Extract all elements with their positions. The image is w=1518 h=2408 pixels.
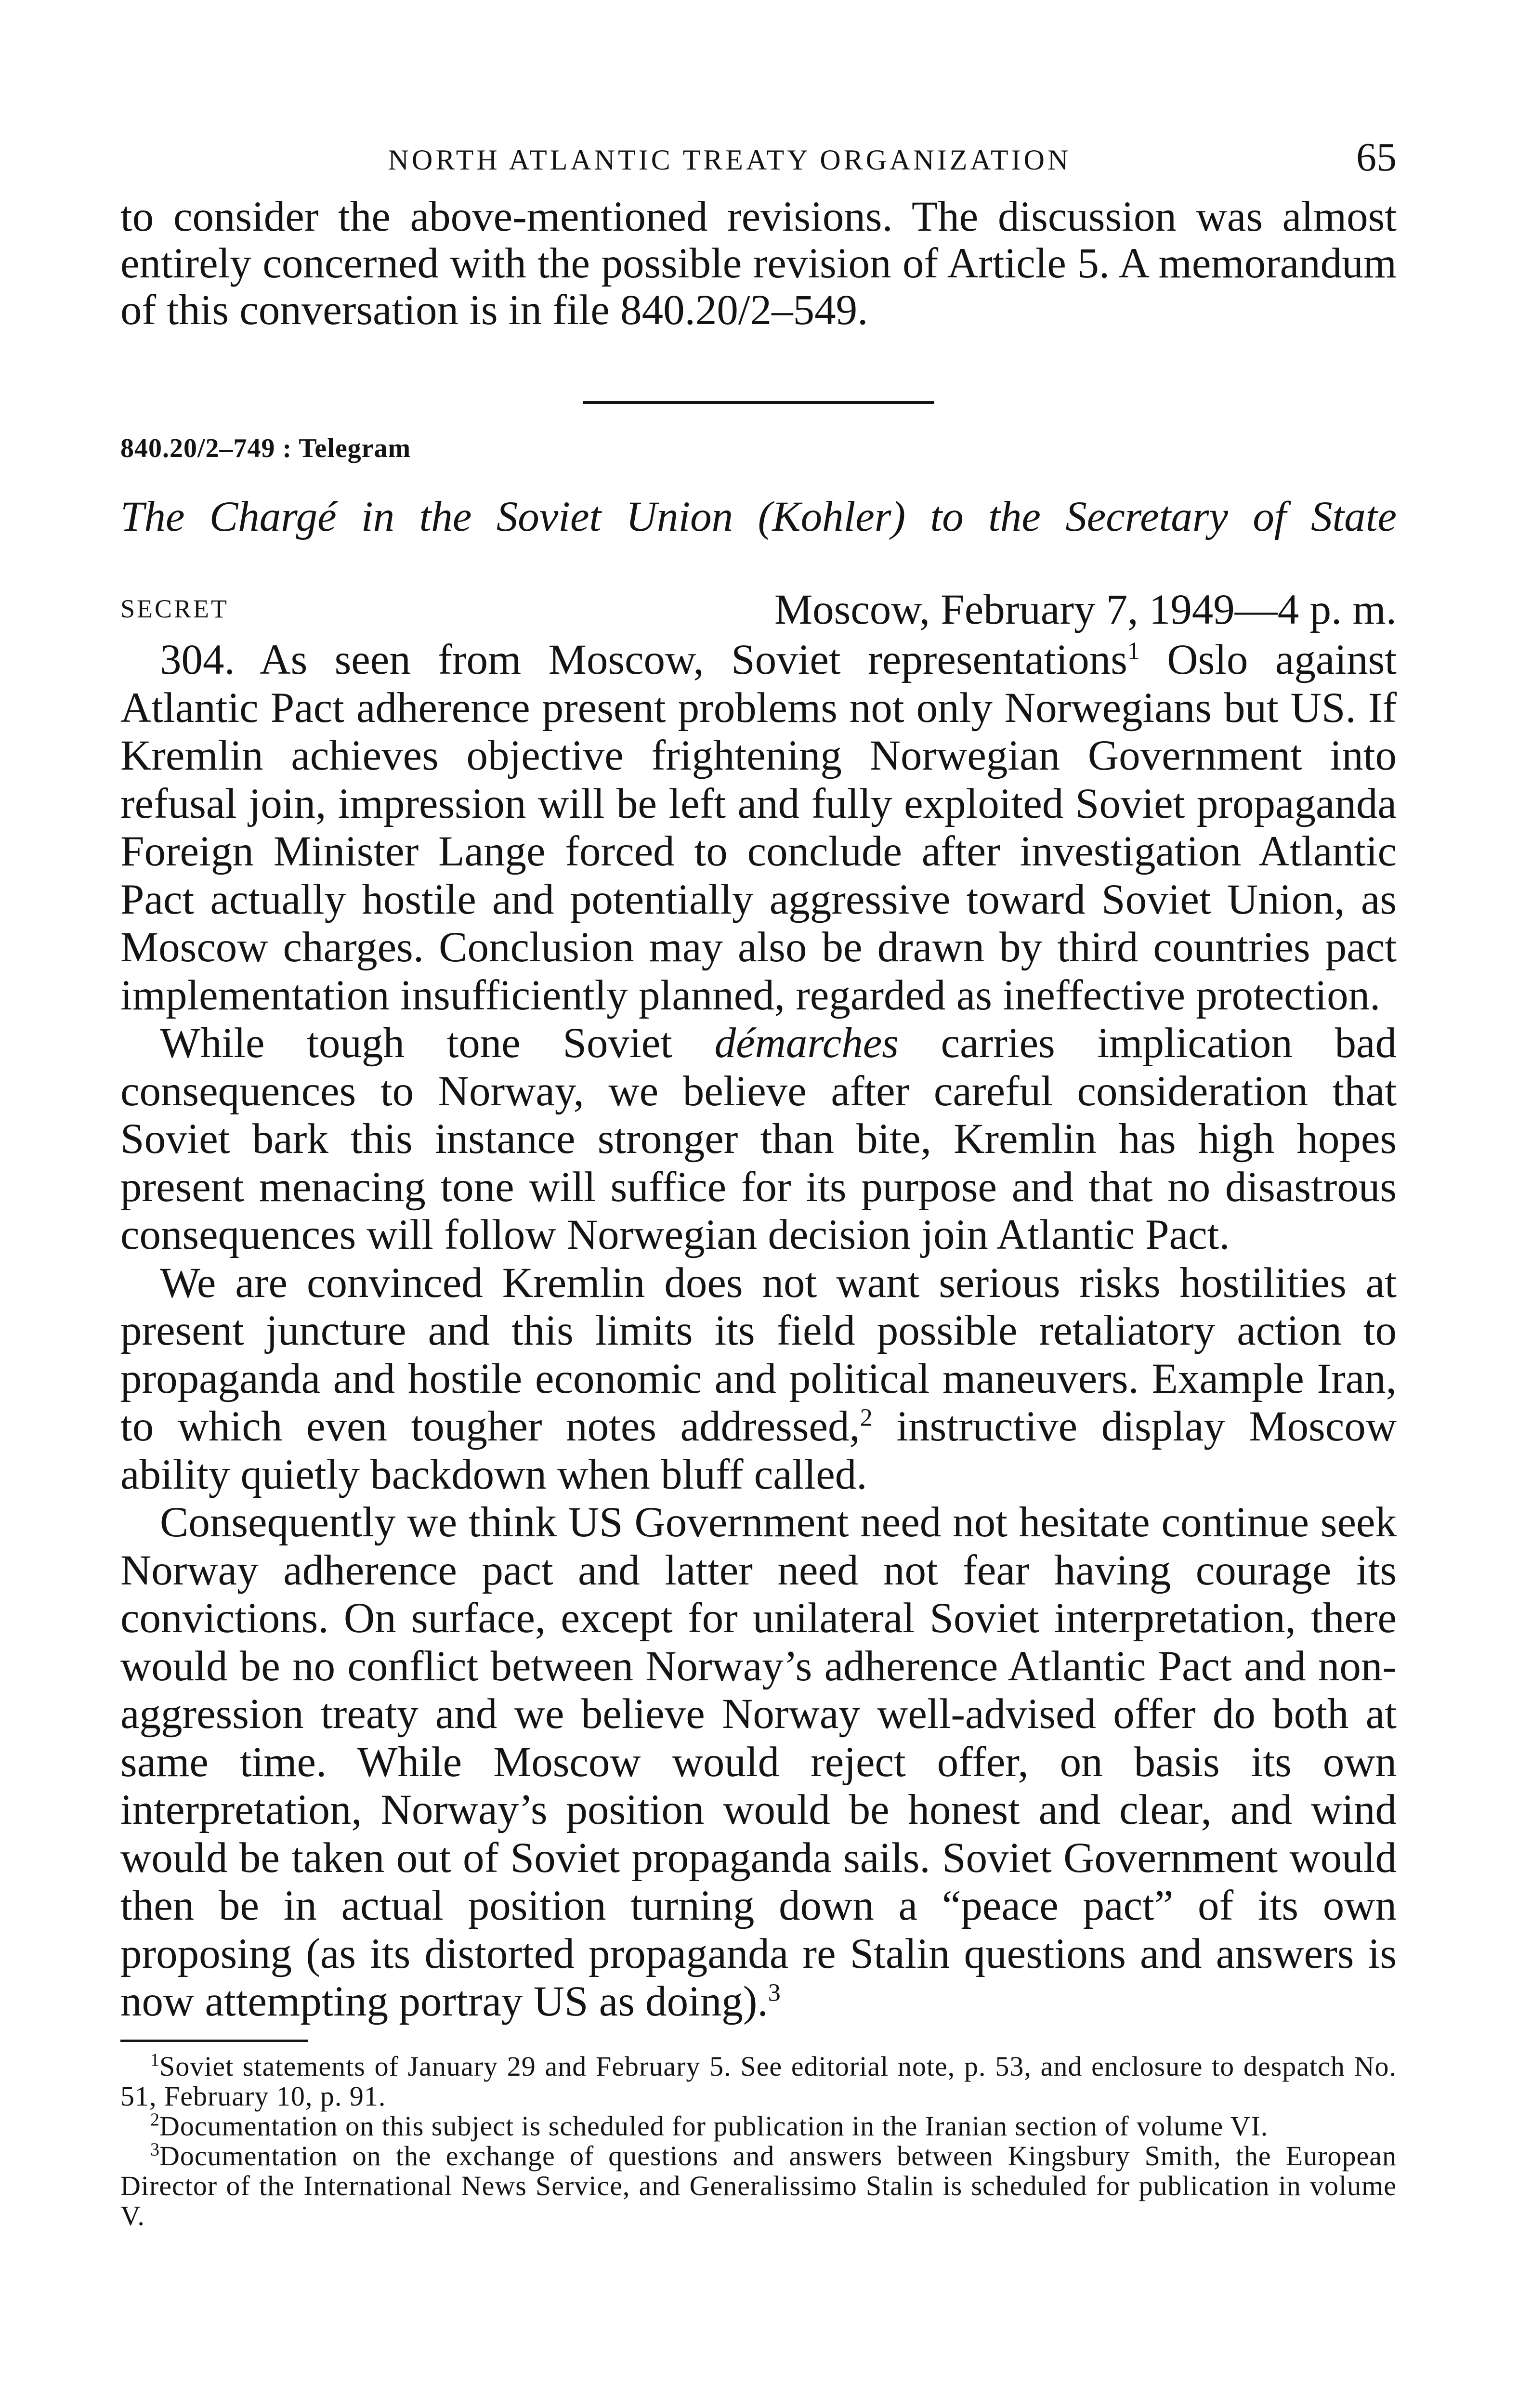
- place-date: Moscow, February 7, 1949—4 p. m.: [774, 586, 1397, 633]
- footnote-3-mark: 3: [150, 2139, 159, 2160]
- telegram-body: [120, 636, 1397, 2026]
- paragraph-2: [120, 1020, 1397, 1259]
- page-number: 65: [1356, 135, 1397, 180]
- footnotes: [120, 2052, 1397, 2231]
- intro-paragraph: to consider the above-mentioned revisions. The discussion was almost entirely concerned with the possible revision of Article 5. A memorandum of this conversation is in file 840.20/2–549.: [120, 193, 1397, 334]
- paragraph-4: [120, 1499, 1397, 2026]
- footnote-ref-3: 3: [768, 1979, 781, 2007]
- footnote-1-mark: 1: [150, 2050, 159, 2070]
- paragraph-1-end: Oslo against Atlantic Pact adherence present problems not only Norwegians but US. If Kremlin achieves objective frightening Norwegian Government into refusal join, impression will be left and fully exploited Soviet propaganda Foreign Minister Lange forced to conclude after investigation Atlantic Pact actually hostile and potentially aggressive toward Soviet Union, as Moscow charges. Conclusion may also be drawn by third countries pact implementation insufficiently planned, regarded as ineffective protection.: [120, 636, 1397, 1019]
- file-number: 840.20/2–749 : Telegram: [120, 433, 411, 463]
- footnote-2-text: Documentation on this subject is scheduled for publication in the Iranian section of volume VI.: [159, 2110, 1269, 2142]
- footnote-1-text: Soviet statements of January 29 and February 5. See editorial note, p. 53, and enclosure to despatch No. 51, February 10, p. 91.: [120, 2050, 1397, 2112]
- demarches-term: démarches: [714, 1020, 899, 1067]
- paragraph-3: [120, 1259, 1397, 1499]
- dateline: [120, 585, 1397, 633]
- running-title: NORTH ATLANTIC TREATY ORGANIZATION: [388, 144, 1072, 176]
- paragraph-2-end: carries implication bad consequences to Norway, we believe after careful consideration that Soviet bark this instance stronger than bite, Kremlin has high hopes present menacing tone will suffice for its purpose and that no disastrous consequences will follow Norwegian decision join Atlantic Pact.: [120, 1020, 1397, 1258]
- footnote-rule: [120, 2040, 308, 2042]
- footnote-ref-2: 2: [860, 1404, 873, 1432]
- document-heading: The Chargé in the Soviet Union (Kohler) to the Secretary of State: [120, 493, 1397, 540]
- paragraph-1: [120, 636, 1397, 1020]
- document-page: [120, 116, 1397, 2408]
- paragraph-4-text: Consequently we think US Government need not hesitate continue seek Norway adherence pact and latter need not fear having courage its convictions. On surface, except for unilateral Soviet interpretation, there would be no conflict between Norway’s adherence Atlantic Pact and non-aggression treaty and we believe Norway well-advised offer do both at same time. While Moscow would reject offer, on basis its own interpretation, Norway’s position would be honest and clear, and wind would be taken out of Soviet propaganda sails. Soviet Government would then be in actual position turning down a “peace pact” of its own proposing (as its distorted propaganda re Stalin questions and answers is now attempting portray US as doing).: [120, 1499, 1397, 2025]
- footnote-2-mark: 2: [150, 2109, 159, 2130]
- footnote-1: [120, 2052, 1397, 2111]
- footnote-3-text: Documentation on the exchange of questions and answers between Kingsbury Smith, the European Director of the International News Service, and Generalissimo Stalin is scheduled for publication in volume V.: [120, 2140, 1397, 2231]
- paragraph-1-start: 304. As seen from Moscow, Soviet representations: [160, 636, 1127, 683]
- footnote-3: [120, 2141, 1397, 2231]
- running-head: [120, 116, 1397, 183]
- paragraph-3-start: We are convinced Kremlin does not want serious risks hostilities at present juncture and this limits its field possible retaliatory action to propaganda and hostile economic and political maneuvers. Example Iran, to which even tougher notes addressed,: [120, 1259, 1397, 1450]
- paragraph-3-end: instructive display Moscow ability quietly backdown when bluff called.: [120, 1403, 1397, 1498]
- section-divider: [583, 401, 934, 404]
- paragraph-2-start: While tough tone Soviet: [160, 1020, 715, 1067]
- footnote-2: [120, 2111, 1397, 2141]
- classification-label: SECRET: [120, 594, 229, 623]
- footnote-ref-1: 1: [1127, 637, 1140, 665]
